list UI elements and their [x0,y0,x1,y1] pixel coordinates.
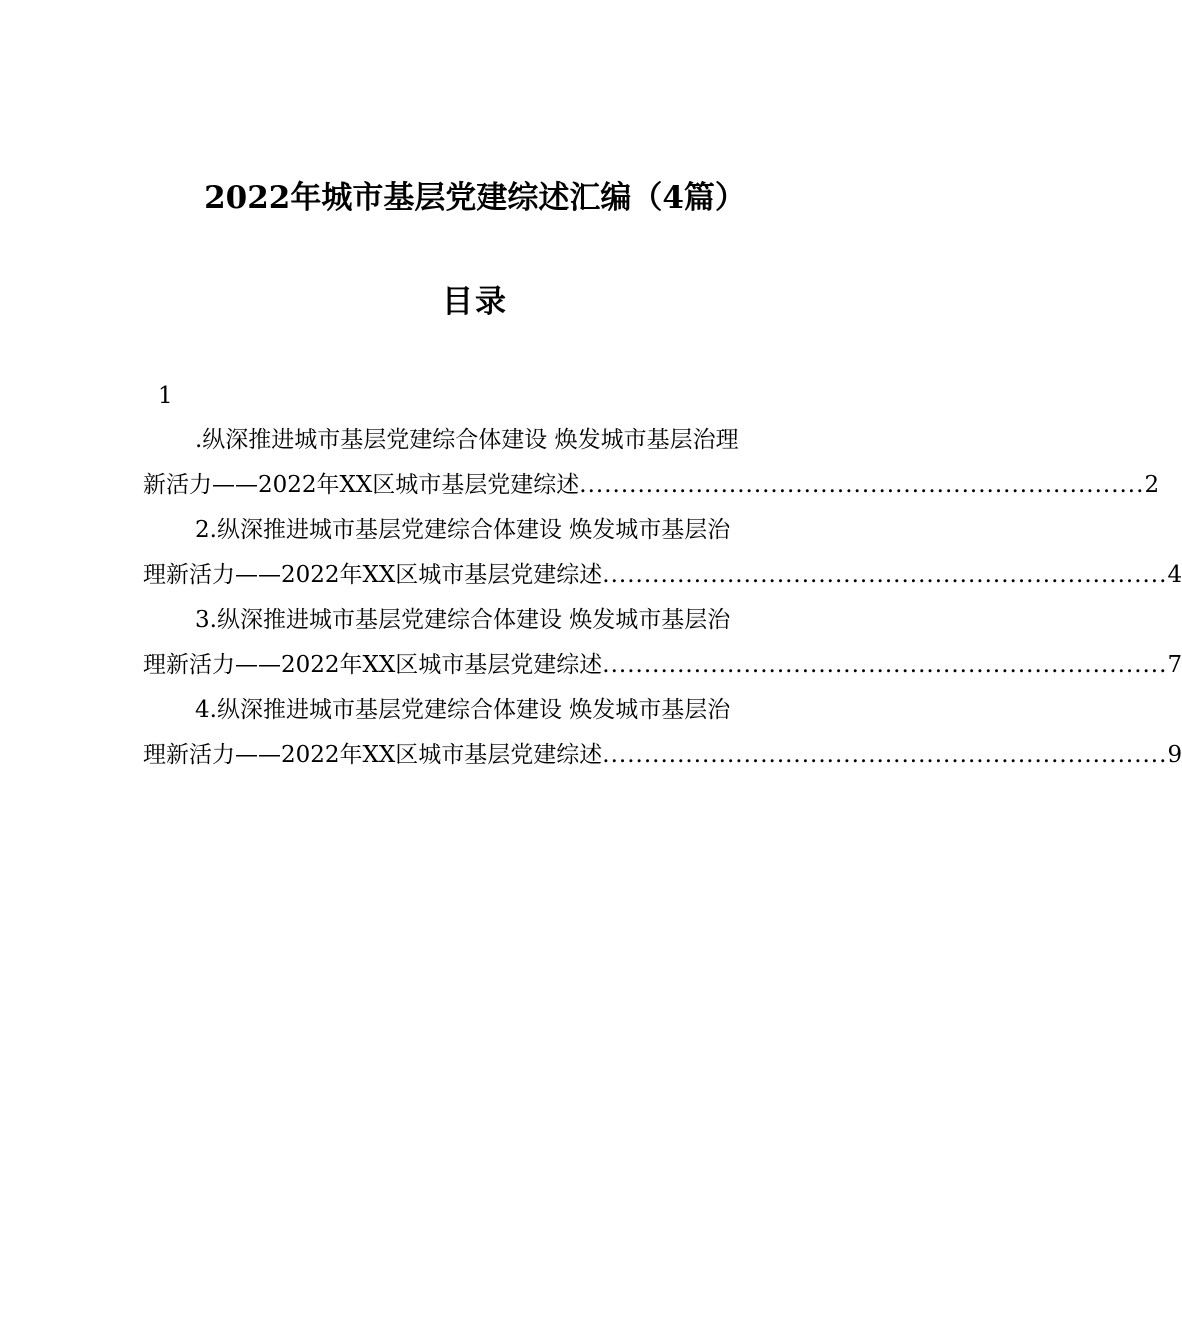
toc-entry-title-tail: 新活力——2022年XX区城市基层党建综述 [143,472,580,498]
stray-list-number: 1 [158,383,173,409]
dot-leader: .................................................................... [602,562,1168,588]
toc-page-number: 4 [1167,562,1182,588]
toc-entry-title-line1: 4.纵深推进城市基层党建综合体建设 焕发城市基层治 [195,697,731,723]
toc-entry-2[interactable] [143,508,1182,598]
toc-entry-title-line2 [143,553,1182,598]
toc-entry-3[interactable] [143,598,1182,688]
toc-page-number: 2 [1144,472,1160,498]
toc-entry-title-tail: 理新活力——2022年XX区城市基层党建综述 [143,652,603,678]
toc-entry-title-tail: 理新活力——2022年XX区城市基层党建综述 [143,562,603,588]
toc-entry-4[interactable] [143,688,1182,778]
toc-entry-title-line2 [143,733,1182,778]
toc-entry-title-line2 [143,643,1182,688]
table-of-contents [143,418,1182,778]
toc-entry-1[interactable] [143,418,1160,508]
toc-entry-title-line1: 3.纵深推进城市基层党建综合体建设 焕发城市基层治 [195,607,731,633]
toc-page-number: 9 [1167,742,1182,768]
toc-entry-title-line1: 2.纵深推进城市基层党建综合体建设 焕发城市基层治 [195,517,731,543]
toc-entry-title-line2 [143,463,1160,508]
toc-heading: 目录 [442,284,508,320]
toc-entry-title-line1: .纵深推进城市基层党建综合体建设 焕发城市基层治理 [195,427,739,453]
dot-leader: .................................................................... [602,742,1168,768]
dot-leader: .................................................................... [602,652,1168,678]
dot-leader: .................................................................... [579,472,1145,498]
toc-entry-title-tail: 理新活力——2022年XX区城市基层党建综述 [143,742,603,768]
document-title: 2022年城市基层党建综述汇编（4篇） [204,180,746,216]
toc-page-number: 7 [1167,652,1182,678]
